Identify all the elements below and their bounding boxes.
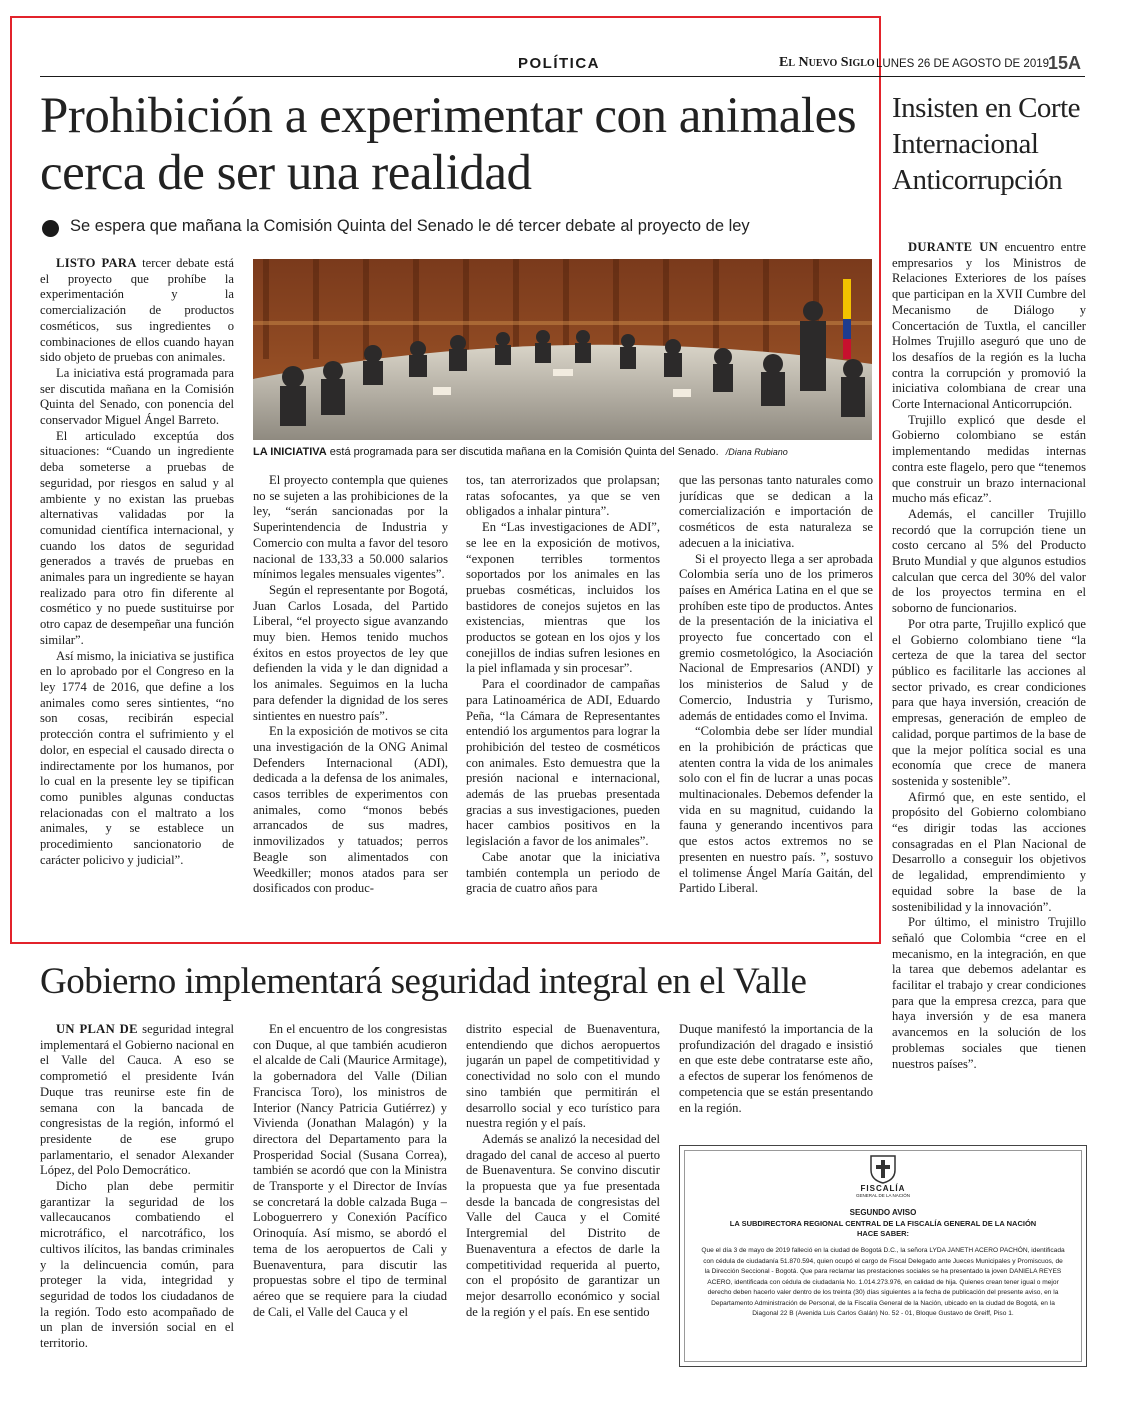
photo-caption (253, 446, 873, 458)
paragraph-text: distrito especial de Buenaventura, entendiendo que dichos aeropuertos jugarán un papel de competitividad y conectividad no solo con el mundo sino también que permitirán el desarrollo social y eco turístico para nuestra región y el país. (466, 1022, 660, 1131)
paragraph-lead: UN PLAN DE (56, 1022, 138, 1036)
senate-photo-image (253, 259, 872, 440)
paragraph-text: tos, tan aterrorizados que prolapsan; ratas sofocantes, ya que se ven obligados a inhalar pintura”. (466, 473, 660, 519)
paragraph-text: Además, el canciller Trujillo recordó que la corrupción tiene un costo cercano al 5% del Producto Bruto Mundial y que algunos estudios calculan que cerca del 30% del valor de los proyectos termina en el soborno de funcionarios. (892, 506, 1086, 616)
legal-notice (679, 1145, 1087, 1367)
paragraph-text: El proyecto contempla que quienes no se sujeten a las prohibiciones de la ley, “serán sancionadas por la Superintendencia de Industria y Comercio con multa a favor del tesoro nacional de 133,33 a 50.000 salarios mínimos legales mensuales vigentes”. (253, 473, 448, 582)
paragraph-text: El articulado exceptúa dos situaciones: “Cuando un ingrediente deba someterse a pruebas de seguridad, por riesgos en salud y al ambiente y no existan las pruebas alternativas validadas por la comunidad científica internacional, y cuando los datos de seguridad generados a través de pruebas en animales para un ingrediente se hayan realizado para otro fin diferente al cosmético y no puede sustituirse por otro capaz de desempeñar una función similar”. (40, 428, 234, 647)
main-col-2 (253, 473, 448, 932)
page-number: 15A (1048, 53, 1082, 73)
paragraph-text: Duque manifestó la importancia de la profundización del dragado e insistió en que este debe contratarse este año, a efectos de superar los fenómenos de competencia que se están presentando en la región. (679, 1022, 873, 1115)
main-col-3 (466, 473, 660, 932)
photo-credit: /Diana Rubiano (725, 447, 788, 457)
section-label: POLÍTICA (518, 55, 600, 72)
bottom-headline: Gobierno implementará seguridad integral en el Valle (40, 961, 807, 1002)
paragraph-text: Así mismo, la iniciativa se justifica en lo aprobado por el Congreso en la ley 1774 de 2016, que define a los animales como seres sintientes, “no son cosas, recibirán especial protección contra el sufrimiento y el dolor, en especial el causado directa o indirectamente por los humanos, por lo cual en la presente ley se tipifican como punibles algunas conductas relacionadas con el maltrato a los animales, y se establece un procedimiento sancionatorio de carácter policivo y judicial”. (40, 648, 234, 867)
fiscalia-logo-subtext: GENERAL DE LA NACIÓN (855, 1193, 911, 1198)
fiscalia-logo (866, 1154, 900, 1184)
paragraph (892, 915, 1086, 1072)
side-col (892, 240, 1086, 1140)
paragraph (253, 1022, 447, 1320)
side-headline: Insisten en Corte Internacional Anticorrupción (892, 92, 1081, 196)
paragraph (40, 366, 234, 429)
paragraph (253, 473, 448, 583)
subhead-bullet (42, 220, 59, 237)
shield-icon (866, 1154, 900, 1184)
paragraph (679, 552, 873, 725)
paragraph-text: Según el representante por Bogotá, Juan Carlos Losada, del Partido Liberal, “el proyecto sigue avanzando muy bien. Hemos tenido muchos éxitos en estos proyectos de ley que defienden la vida y le dan dignidad a los animales. Seguimos en la lucha para defender la dignidad de los seres sintientes en nuestro país”. (253, 582, 448, 723)
paragraph-text: Por otra parte, Trujillo explicó que el Gobierno colombiano tiene “la certeza de que la tarea del sector público es facilitarle las acciones al sector privado, es crear condiciones para que haya inversión, creación de empresas, generación de empleo de calidad, porque partimos de la base de que la mejor política social es una economía que crece de manera sostenida y sostenible”. (892, 616, 1086, 788)
paragraph (892, 790, 1086, 916)
notice-body: Que el día 3 de mayo de 2019 falleció en la ciudad de Bogotá D.C., la señora LYDA JANETH ACERO PACHÓN, identificada con cédula de ciudadanía 51.870.594, quien ocupó el cargo de Fiscal Delegado ante Jueces Municipales y Promiscuos, de la Dirección Seccional - Bogotá. Que para reclamar las prestaciones sociales se ha presentado la joven DANIELA REYES ACERO, identificada con cédula de ciudadanía No. 1.014.273.976, en calidad de hija. Quienes crean tener igual o mejor derecho deben hacerlo valer dentro de los treinta (30) días siguientes a la fecha de publicación del presente aviso, en la Departamento Administración de Personal, de la Fiscalía General de la Nación, ubicado en la ciudad de Bogotá, en la Diagonal 22 B (Avenida Luis Carlos Galán) No. 52 - 01, Bloque Gustavo de Greiff, Piso 1. (701, 1247, 1065, 1317)
paragraph (40, 1022, 234, 1179)
paragraph-lead: LISTO PARA (56, 256, 137, 270)
paragraph-text: Afirmó que, en este sentido, el propósito del Gobierno colombiano “es dirigir todas las acciones consagradas en el Plan Nacional de Desarrollo a conseguir los objetivos de legalidad, emprendimiento y equidad sobre la base de la sostenibilidad y la innovación”. (892, 789, 1086, 914)
main-headline: Prohibición a experimentar con animales cerca de ser una realidad (40, 88, 857, 201)
main-col-4 (679, 473, 873, 932)
paragraph (253, 583, 448, 724)
photo-caption-lead: LA INICIATIVA (253, 446, 327, 458)
paragraph (892, 240, 1086, 413)
header-rule (40, 76, 1085, 77)
bottom-col-1 (40, 1022, 234, 1352)
paragraph (892, 507, 1086, 617)
paragraph-text: Si el proyecto llega a ser aprobada Colombia sería uno de los primeros países en América Latina en el que se prohíben este tipo de productos. Antes de la presentación de la iniciativa el proyecto fue concertado con el gremio cosmetológico, la Asociación Nacional de Empresarios (ANDI) y los ministerios de Salud y de Comercio, Industria y Turismo, además de entidades como el Invima. (679, 551, 873, 723)
paragraph (892, 413, 1086, 507)
header-date: LUNES 26 DE AGOSTO DE 2019 (876, 58, 1050, 70)
senate-photo (253, 259, 872, 440)
paragraph (40, 256, 234, 366)
paragraph (40, 429, 234, 649)
paragraph-text: Además se analizó la necesidad del dragado del canal de acceso al puerto de Buenaventura. Se convino discutir la propuesta que ya fue presentada desde la bancada de congresistas del Valle del Cauca y el Comité Intergremial del Distrito de Buenaventura a efectos de darle la competitividad requerida al puerto, con el propósito de garantizar un mejor desarrollo económico y social de la región y el país. En ese sentido (466, 1131, 660, 1319)
masthead: El Nuevo Siglo (779, 55, 875, 70)
main-col-1 (40, 256, 234, 932)
paragraph-text: seguridad integral implementará el Gobierno nacional en el Valle del Cauca. A eso se comprometió el presidente Iván Duque tras reunirse este fin de semana con la bancada de congresistas de la región, informó el presidente de ese grupo parlamentario, el senador Alexander López, del Polo Democrático. (40, 1022, 234, 1178)
paragraph (466, 520, 660, 677)
paragraph-text: Por último, el ministro Trujillo señaló que Colombia “cree en el mecanismo, en la integración, en que la tarea que debemos adelantar es facilitar el trabajo y crear condiciones para que la empresa crezca, para que haya inversión y de esa manera avancemos en la solución de los problemas sociales que tienen nuestros países”. (892, 915, 1086, 1071)
fiscalia-logo-text: FISCALÍA (860, 1184, 906, 1193)
subhead: Se espera que mañana la Comisión Quinta del Senado le dé tercer debate al proyecto de ley (70, 217, 750, 235)
notice-title: SEGUNDO AVISO (849, 1208, 917, 1217)
paragraph (679, 473, 873, 552)
paragraph-text: En el encuentro de los congresistas con Duque, al que también acudieron el alcalde de Cali (Maurice Armitage), la gobernadora del Valle (Dilian Francisca Toro), los ministros de Interior (Nancy Patricia Gutiérrez) y Vivienda (Jonathan Malagón) y la directora del Departamento para la Prosperidad Social (Susana Correa), también se acordó que con la Ministra de Transporte y el Director de Invías se concretará la doble calzada Buga – Loboguerrero y Conexión Pacífico Orinoquía. Así mismo, se abordó el tema de los aeropuertos de Cali y Buenaventura, para discutir las propuestas sobre el tipo de terminal aéreo que se requiere para la ciudad de Cali, el Valle del Cauca y el (253, 1022, 447, 1319)
paragraph (253, 724, 448, 897)
paragraph-text: Cabe anotar que la iniciativa también contempla un periodo de gracia de cuatro años para (466, 849, 660, 896)
paragraph-text: Trujillo explicó que desde el Gobierno colombiano se están implementando medidas internas contra este flagelo, pero que “tenemos que construir un brazo internacional mucho más eficaz”. (892, 412, 1086, 506)
paragraph (466, 850, 660, 897)
paragraph-text: Para el coordinador de campañas para Latinoamérica de ADI, Eduardo Peña, “la Cámara de Representantes entendió los argumentos para lograr la prohibición del testeo de cosméticos con animales. Esto demuestra que la presión nacional e internacional, además de las pruebas presentada gracias a sus investigaciones, pueden hacer cambios positivos en la legislación a favor de los animales”. (466, 677, 660, 849)
bottom-col-4 (679, 1022, 873, 1142)
paragraph-text: La iniciativa está programada para ser discutida mañana en la Comisión Quinta del Senado, con ponencia del conservador Miguel Ángel Barreto. (40, 365, 234, 428)
paragraph (40, 1179, 234, 1352)
paragraph (466, 473, 660, 520)
paragraph (892, 617, 1086, 790)
paragraph-text: Dicho plan debe permitir garantizar la seguridad de los vallecaucanos combatiendo el microtráfico, el narcotráfico, los cultivos ilícitos, las bandas criminales y la delincuencia común, para proteger la vida, integridad y seguridad de todos los ciudadanos de la región. Todo esto acompañado de un plan de inversión social en el territorio. (40, 1179, 234, 1351)
bottom-col-2 (253, 1022, 447, 1352)
paragraph (466, 677, 660, 850)
notice-line-2: HACE SABER: (856, 1229, 910, 1238)
paragraph (466, 1022, 660, 1132)
paragraph-text: “Colombia debe ser líder mundial en la prohibición de prácticas que atenten contra la vida de los animales solo con el fin de lucrar a unas pocas multinacionales. Debemos defender la vida en su magnitud, cuidando la fauna y generando incentivos para que estos actos extremos no se presenten en nuestro país. ”, sostuvo el tolimense Ángel María Gaitán, del Partido Liberal. (679, 724, 873, 896)
bottom-col-3 (466, 1022, 660, 1352)
paragraph (679, 724, 873, 897)
paragraph-text: tercer debate está el proyecto que prohíbe la experimentación y la comercialización de productos cosméticos, sus ingredientes o combinaciones de ellos cuando hayan sido objeto de pruebas con animales. (40, 256, 234, 365)
paragraph-text: encuentro entre empresarios y los Ministros de Relaciones Exteriores de los países que participan en la XVII Cumbre del Mecanismo de Diálogo y Concertación de Tuxtla, el canciller Holmes Trujillo aseguró que uno de los desafíos de la región es la lucha contra la corrupción y promovió la iniciativa colombiana de crear una Corte Internacional Anticorrupción. (892, 240, 1086, 412)
photo-caption-text: está programada para ser discutida mañana en la Comisión Quinta del Senado. (326, 446, 719, 458)
paragraph-text: En la exposición de motivos se cita una investigación de la ONG Animal Defenders Internacional (ADI), dedicada a la defensa de los animales, casos terribles de experimentos con animales, como “monos bebés arrancados de sus madres, inmovilizados y tatuados; perros Beagle son alimentados con Weedkiller; monos atados para ser dosificados con produc- (253, 724, 448, 896)
paragraph-lead: DURANTE UN (908, 240, 999, 254)
paragraph (679, 1022, 873, 1116)
paragraph (466, 1132, 660, 1320)
notice-line-1: LA SUBDIRECTORA REGIONAL CENTRAL DE LA FISCALÍA GENERAL DE LA NACIÓN (729, 1219, 1037, 1228)
paragraph (40, 649, 234, 869)
paragraph-text: que las personas tanto naturales como jurídicas que se dedican a la comercialización e importación de cosméticos de esta naturaleza se adecuen a la iniciativa. (679, 473, 873, 550)
paragraph-text: En “Las investigaciones de ADI”, se lee en la exposición de motivos, “exponen terribles tormentos soportados por los animales en las pruebas cosméticas, incluidos los bastidores de conejos sujetos en las existencias, mientras que los productos se gotean en los ojos y los conejillos de indias sufren lesiones en la piel inflamada y sin procesar”. (466, 520, 660, 676)
